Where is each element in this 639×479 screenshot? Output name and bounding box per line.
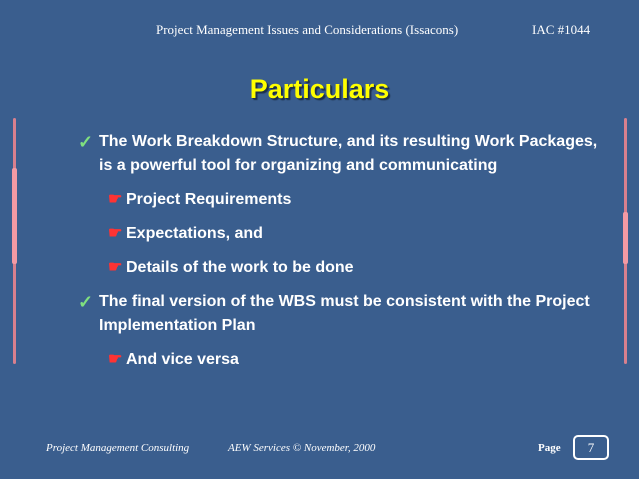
footer-page-label: Page [538,442,561,454]
footer-copyright: AEW Services © November, 2000 [228,442,376,454]
sub-bullet-item [78,348,608,372]
left-accent-bar-highlight [12,168,17,264]
bullet-list [78,130,608,372]
sub-bullet-text: Project Requirements [126,191,292,208]
checkmark-icon: ✓ [78,132,94,152]
sub-bullet-item [78,222,608,246]
pointing-hand-icon: ☛ [108,191,123,208]
bullet-item [78,290,608,338]
sub-bullet-text: Expectations, and [126,225,263,242]
pointing-hand-icon: ☛ [108,225,123,242]
page-number-box [573,435,609,460]
bullet-text: The final version of the WBS must be consistent with the Project Implementation Plan [99,293,590,334]
sub-bullet-item [78,188,608,212]
right-accent-bar-highlight [623,212,628,264]
sub-bullet-item [78,256,608,280]
slide-title: Particulars [249,74,390,104]
header-code: IAC #1044 [532,22,591,37]
bullet-text: The Work Breakdown Structure, and its resulting Work Packages, is a powerful tool for organizing and communicating [99,133,598,174]
footer-company: Project Management Consulting [46,442,190,454]
footer [0,442,639,462]
checkmark-icon: ✓ [78,292,94,312]
header-title: Project Management Issues and Considerations (Issacons) [156,22,459,37]
sub-bullet-text: Details of the work to be done [126,259,354,276]
header [0,22,639,42]
bullet-item [78,130,608,178]
page-number: 7 [587,440,595,455]
pointing-hand-icon: ☛ [108,351,123,368]
pointing-hand-icon: ☛ [108,259,123,276]
sub-bullet-text: And vice versa [126,351,239,368]
